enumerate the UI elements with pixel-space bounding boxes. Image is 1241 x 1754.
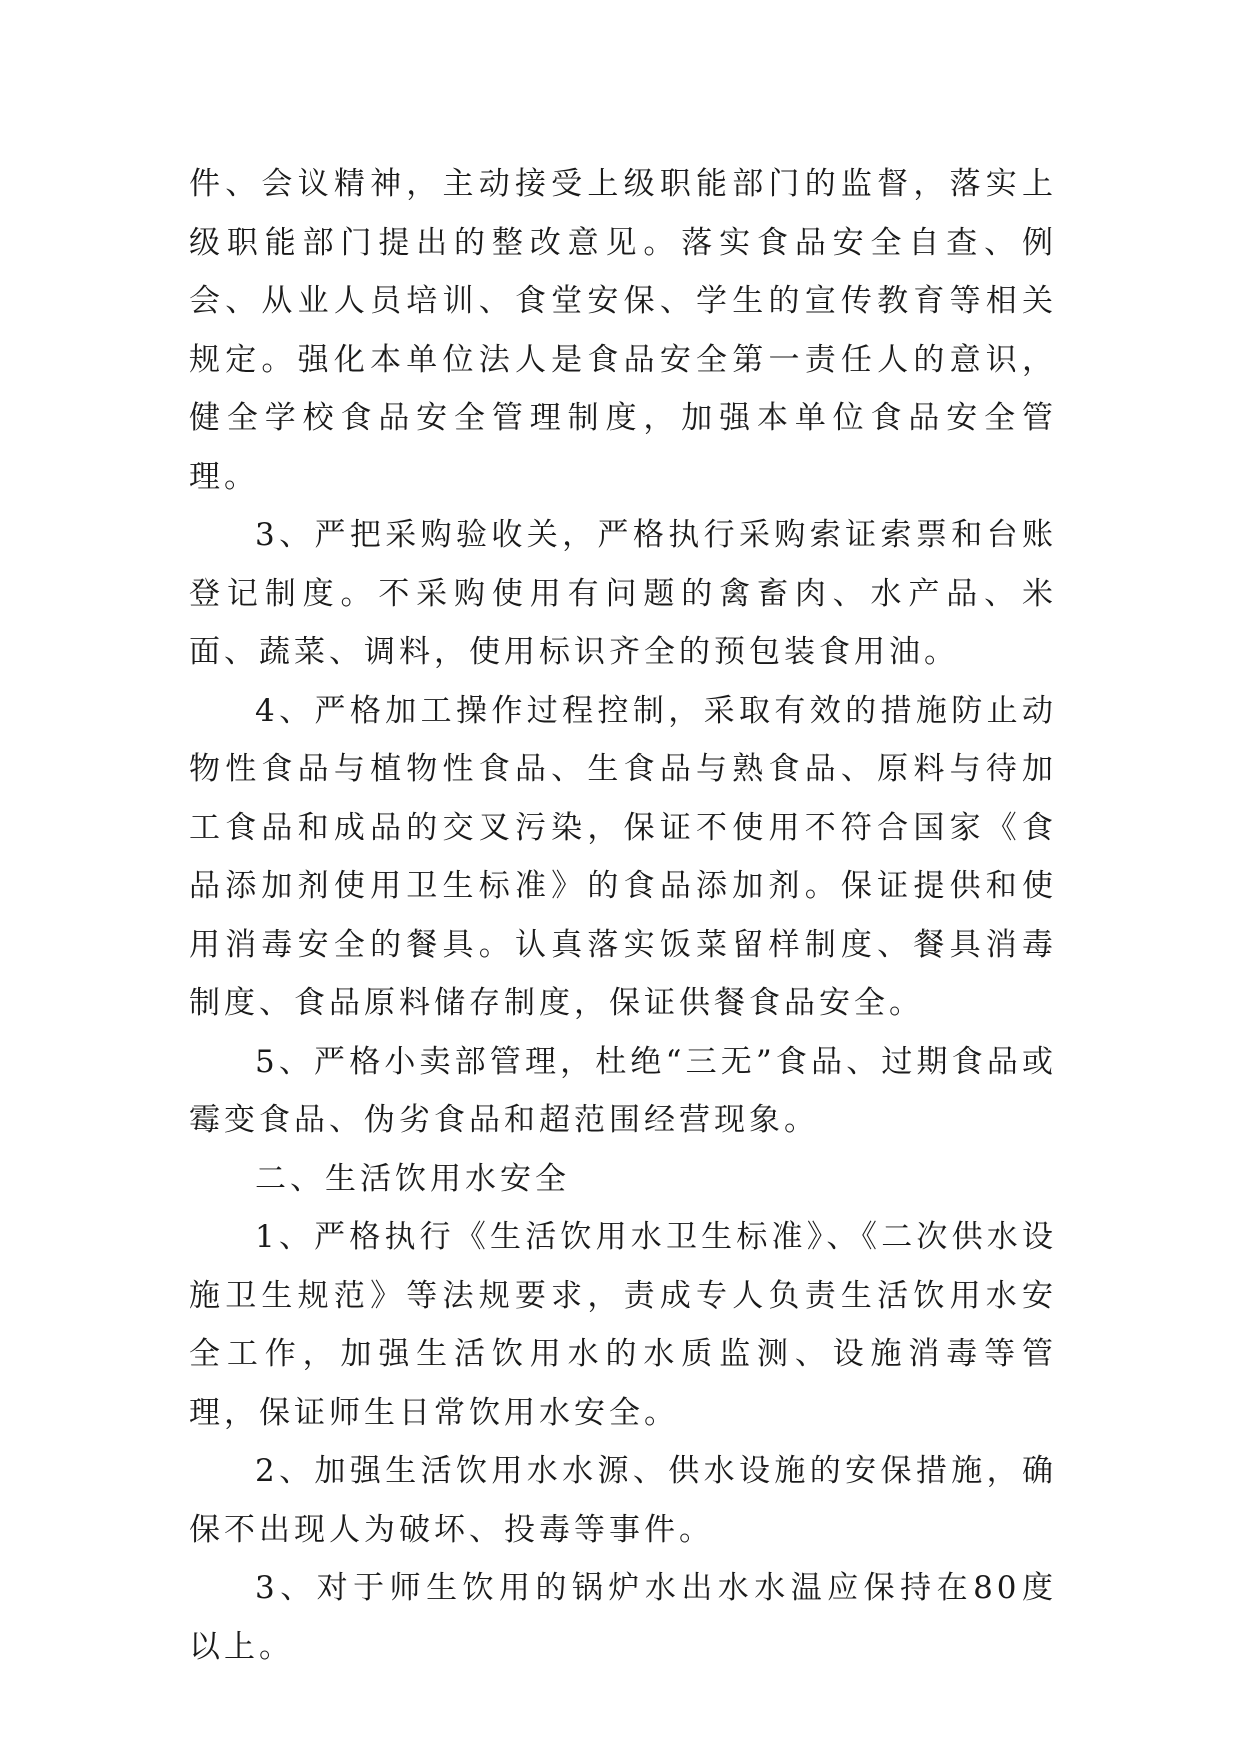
document-body (189, 155, 1057, 1676)
paragraph-item-3-procurement: 3、严把采购验收关，严格执行采购索证索票和台账登记制度。不采购使用有问题的禽畜肉、水产品、米面、蔬菜、调料，使用标识齐全的预包装食用油。 (189, 517, 1057, 670)
section-heading-water-safety: 二、生活饮用水安全 (255, 1160, 570, 1197)
paragraph-item-4-processing: 4、严格加工操作过程控制，采取有效的措施防止动物性食品与植物性食品、生食品与熟食品、原料与待加工食品和成品的交叉污染，保证不使用不符合国家《食品添加剂使用卫生标准》的食品添加剂。保证提供和使用消毒安全的餐具。认真落实饭菜留样制度、餐具消毒制度、食品原料储存制度，保证供餐食品安全。 (189, 692, 1057, 1021)
paragraph-water-item-3: 3、对于师生饮用的锅炉水出水水温应保持在80度以上。 (189, 1570, 1057, 1665)
paragraph-item-5-shop: 5、严格小卖部管理，杜绝“三无”食品、过期食品或霉变食品、伪劣食品和超范围经营现象。 (189, 1043, 1057, 1138)
paragraph-continuation: 件、会议精神，主动接受上级职能部门的监督，落实上级职能部门提出的整改意见。落实食品安全自查、例会、从业人员培训、食堂安保、学生的宣传教育等相关规定。强化本单位法人是食品安全第一责任人的意识，健全学校食品安全管理制度，加强本单位食品安全管理。 (189, 166, 1057, 495)
paragraph-water-item-2: 2、加强生活饮用水水源、供水设施的安保措施，确保不出现人为破坏、投毒等事件。 (189, 1453, 1057, 1548)
paragraph-water-item-1: 1、严格执行《生活饮用水卫生标准》、《二次供水设施卫生规范》等法规要求，责成专人负责生活饮用水安全工作，加强生活饮用水的水质监测、设施消毒等管理，保证师生日常饮用水安全。 (189, 1219, 1057, 1431)
